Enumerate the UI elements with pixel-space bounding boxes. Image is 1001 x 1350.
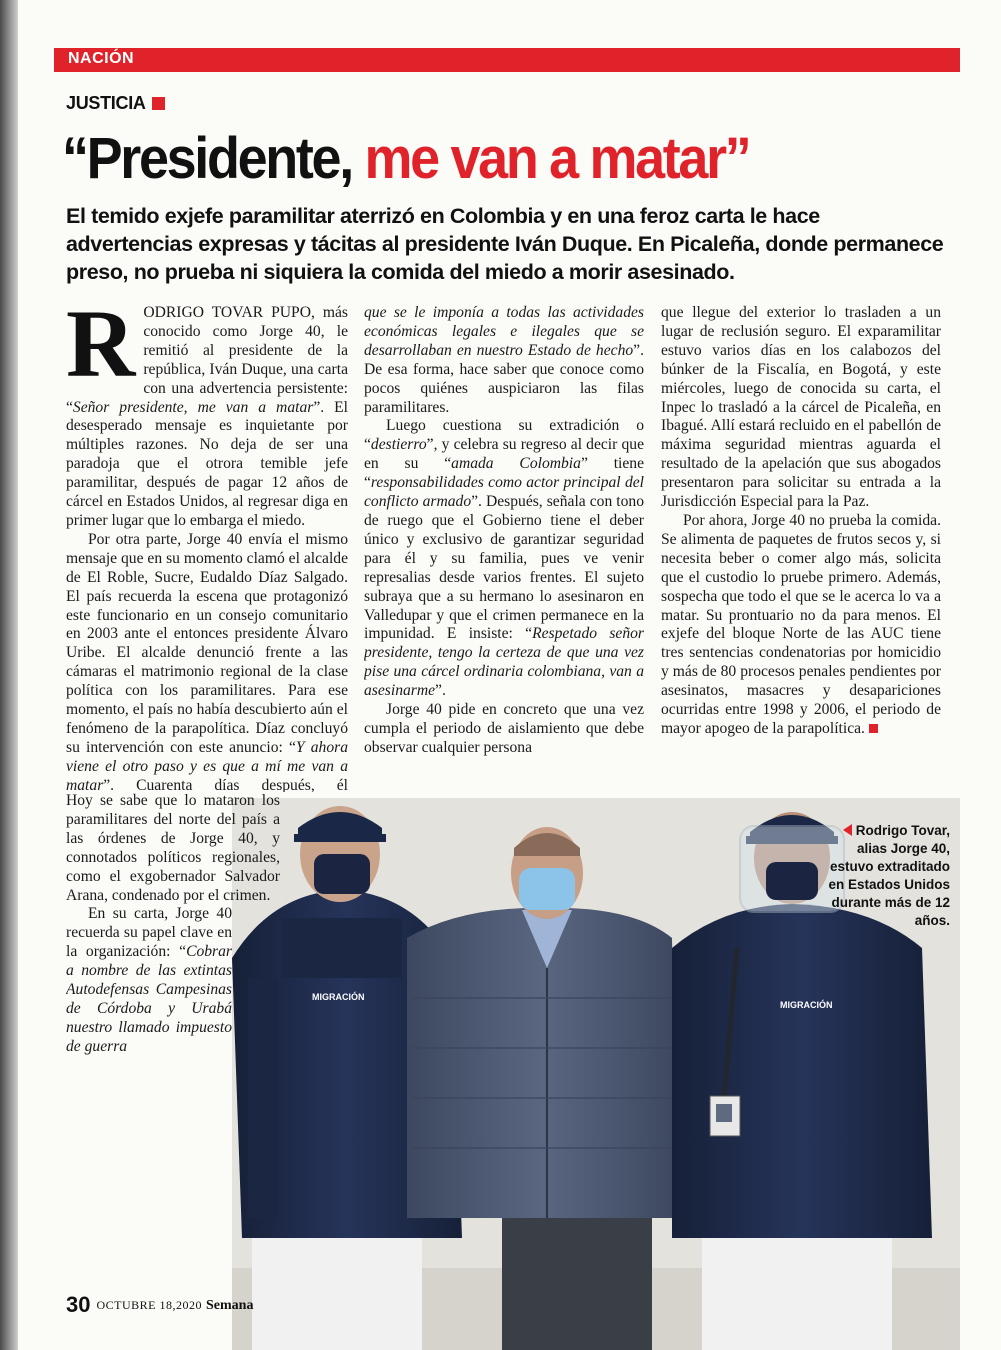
kicker-square-icon bbox=[152, 97, 165, 110]
caption-text: Rodrigo Tovar, alias Jorge 40, estuvo extraditado en Estados Unidos durante más de 12 años. bbox=[828, 823, 950, 928]
deck-subtitle: El temido exjefe paramilitar aterrizó en Colombia y en una feroz carta le hace advertencias expresas y tácitas al presidente Iván Duque. En Picaleña, donde permanece preso, no prueba ni siquiera la comida del miedo a morir asesinado. bbox=[66, 204, 944, 284]
page-number: 30 bbox=[66, 1292, 91, 1317]
drop-cap: R bbox=[66, 304, 136, 397]
headline-part2: me van a matar” bbox=[364, 126, 750, 191]
section-bar bbox=[54, 48, 960, 72]
paragraph: que se le imponía a todas las actividades económicas legales e ilegales que se desarrollaban en nuestro Estado de hecho”. De esa forma, hace saber que conoce como pocos quiénes auspiciaron las filas paramilitares. bbox=[364, 304, 644, 416]
magazine-name: Semana bbox=[206, 1298, 254, 1313]
paragraph: Por otra parte, Jorge 40 envía el mismo mensaje que en su momento clamó el alcalde de El Roble, Sucre, Eudaldo Díaz Salgado. El país recuerda la escena que protagonizó este funcionario en un consejo comunitario en 2003 ante el entonces presidente Álvaro Uribe. El alcalde denunció frente a las cámaras el matrimonio regional de la clase política con los paramilitares. Para ese momento, el país no había descubierto aún el fenómeno de la parapolítica. Díaz concluyó su intervención con este anuncio: “Y ahora viene el otro paso y es que a mí me van a matar”. Cuarenta días después, él bbox=[66, 530, 348, 792]
photo-caption bbox=[822, 822, 950, 930]
paragraph: Luego cuestiona su extradición o “destierro”, y celebra su regreso al decir que en su “amada Colombia” tiene “responsabilidades como actor principal del conflicto armado”. Después, señala con tono de ruego que el Gobierno tiene el deber único y exclusivo de garantizar seguridad para él y su familia, pues ve venir represalias desde varios frentes. El sujeto subraya que a su hermano lo asesinaron en Valledupar y que el crimen permanece en la impunidad. E insiste: “Respetado señor presidente, tengo la certeza de que una vez pise una cárcel ordinaria colombiana, van a asesinarme”. bbox=[364, 417, 644, 700]
article-column-1 bbox=[66, 304, 348, 792]
paragraph: que llegue del exterior lo trasladen a un lugar de reclusión seguro. El exparamilitar estuvo varios días en los calabozos del búnker de la Fiscalía, en Bogotá, y este miércoles, luego de conocida su carta, el Inpec lo trasladó a la cárcel de Picaleña, en Ibagué. Allí estará recluido en el pabellón de máxima seguridad mientras aguarda el resultado de la apelación que sus abogados presentaron para solicitar su entrada a la Jurisdicción Especial para la Paz. bbox=[661, 304, 941, 511]
kicker bbox=[66, 93, 165, 114]
paragraph: En su carta, Jorge 40 recuerda su papel clave en la organización: “Cobrar a nombre de las extintas Autodefensas Campesinas de Córdoba y Urabá nuestro llamado impuesto de guerra bbox=[66, 905, 232, 1055]
headline bbox=[62, 124, 749, 194]
kicker-label: JUSTICIA bbox=[66, 93, 146, 113]
end-mark-icon bbox=[869, 724, 878, 733]
paragraph: Jorge 40 pide en concreto que una vez cumpla el periodo de aislamiento que debe observar cualquier persona bbox=[364, 701, 644, 756]
migracion-badge-right: MIGRACIÓN bbox=[780, 1000, 833, 1010]
article-column-2 bbox=[364, 304, 644, 774]
paragraph: Por ahora, Jorge 40 no prueba la comida. Se alimenta de paquetes de frutos secos y, si necesita beber o comer algo más, solicita que el custodio lo pruebe primero. Además, sospecha que todo el que se le acerca lo va a matar. Su prontuario no da para menos. El exjefe del bloque Norte de las AUC tiene tres sentencias condenatorias por homicidio y más de 80 procesos penales pendientes por asesinatos, masacres y desapariciones ocurridas entre 1998 y 2006, el periodo de mayor apogeo de la parapolítica. bbox=[661, 511, 941, 737]
article-column-3 bbox=[661, 304, 941, 779]
migracion-badge-left: MIGRACIÓN bbox=[312, 992, 365, 1002]
headline-part1: “Presidente, bbox=[62, 126, 352, 191]
article-column-1-lower bbox=[66, 792, 348, 1282]
section-label: NACIÓN bbox=[68, 50, 135, 67]
paragraph: RODRIGO TOVAR PUPO, más conocido como Jorge 40, le remitió al presidente de la república, Iván Duque, una carta con una advertencia persistente: “Señor presidente, me van a matar”. El desesperado mensaje es inquietante por múltiples razones. No deja de ser una paradoja que el otrora temible jefe paramilitar, después de pagar 12 años de cárcel en Estados Unidos, al regresar diga en primer lugar que lo embarga el miedo. bbox=[66, 304, 348, 529]
paragraph: Hoy se sabe que lo mataron los paramilitares del norte del país a las órdenes de Jorge 40, y connotados políticos regionales, como el exgobernador Salvador Arana, condenado por el crimen. bbox=[66, 792, 280, 904]
page-footer bbox=[66, 1292, 253, 1318]
issue-date: OCTUBRE 18,2020 bbox=[96, 1298, 202, 1312]
caption-arrow-icon bbox=[843, 824, 852, 836]
page-spine-shadow bbox=[0, 0, 18, 1350]
